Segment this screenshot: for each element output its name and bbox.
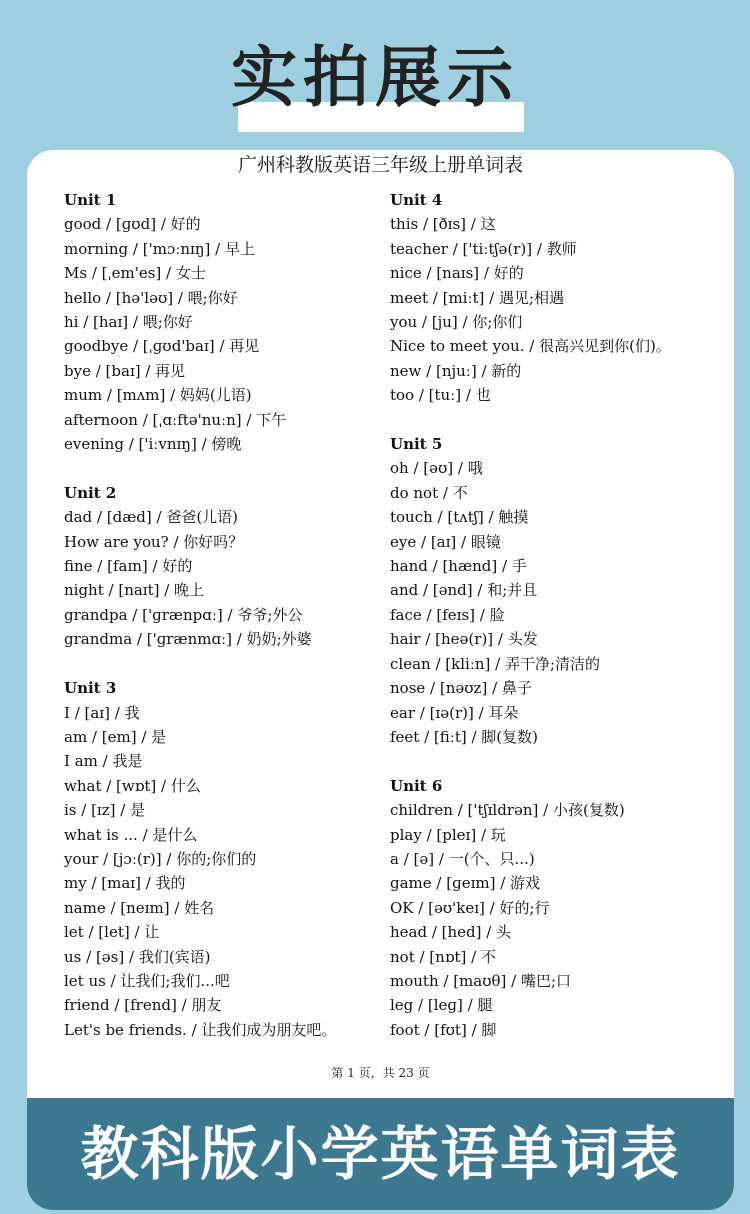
vocab-entry: grandma / ['ɡrænmɑː] / 奶奶;外婆 (64, 630, 312, 649)
document-card (27, 150, 734, 1210)
unit-section (390, 432, 730, 749)
unit-section (390, 774, 730, 1042)
vocab-entry: OK / [əʊ'keɪ] / 好的;行 (390, 898, 550, 917)
unit-title: Unit 6 (390, 776, 443, 795)
vocab-entry: new / [njuː] / 新的 (390, 361, 522, 380)
vocab-entry: a / [ə] / 一(个、只...) (390, 849, 535, 868)
unit-section (64, 188, 384, 456)
vocab-entry: us / [əs] / 我们(宾语) (64, 947, 211, 966)
vocab-entry: feet / [fiːt] / 脚(复数) (390, 727, 539, 746)
unit-title: Unit 1 (64, 191, 117, 209)
vocab-entry: nose / [nəʊz] / 鼻子 (390, 679, 532, 698)
vocab-entry: children / ['tʃɪldrən] / 小孩(复数) (390, 801, 625, 820)
vocab-entry: my / [maɪ] / 我的 (64, 874, 186, 893)
vocab-entry: ear / [ɪə(r)] / 耳朵 (390, 703, 519, 722)
vocab-entry: hair / [heə(r)] / 头发 (390, 630, 538, 649)
unit-title: Unit 3 (64, 679, 117, 698)
bottom-banner (27, 1098, 734, 1210)
vocab-entry: head / [hed] / 头 (390, 923, 512, 942)
vocab-entry: Nice to meet you. / 很高兴见到你(们)。 (390, 337, 671, 356)
vocab-entry: friend / [frend] / 朋友 (64, 996, 222, 1015)
vocab-entry: mum / [mʌm] / 妈妈(儿语) (64, 386, 252, 405)
vocab-entry: face / [feɪs] / 脸 (390, 605, 505, 624)
vocab-entry: play / [pleɪ] / 玩 (390, 825, 506, 844)
vocab-entry: touch / [tʌtʃ] / 触摸 (390, 508, 529, 527)
vocab-entry: name / [neɪm] / 姓名 (64, 898, 215, 917)
unit-title: Unit 4 (390, 191, 443, 209)
vocab-entry: mouth / [maʊθ] / 嘴巴;口 (390, 971, 572, 990)
unit-section (64, 676, 384, 1042)
vocab-entry: I / [aɪ] / 我 (64, 703, 140, 722)
vocab-entry: good / [ɡʊd] / 好的 (64, 215, 201, 234)
unit-section (64, 481, 384, 652)
vocab-entry: leg / [leɡ] / 腿 (390, 996, 493, 1015)
vocab-entry: oh / [əʊ] / 哦 (390, 459, 483, 478)
hero-title: 实拍展示 (231, 39, 519, 116)
right-column (390, 188, 730, 1067)
vocab-entry: hi / [haɪ] / 喂;你好 (64, 313, 193, 332)
vocab-entry: not / [nɒt] / 不 (390, 947, 496, 966)
vocab-entry: morning / ['mɔːnɪŋ] / 早上 (64, 239, 255, 258)
vocab-entry: let us / 让我们;我们...吧 (64, 971, 230, 990)
vocab-entry: How are you? / 你好吗？ (64, 532, 244, 551)
vocab-entry: foot / [fʊt] / 脚 (390, 1020, 497, 1039)
vocab-entry: let / [let] / 让 (64, 923, 160, 942)
vocab-entry: this / [ðɪs] / 这 (390, 215, 496, 234)
vocab-entry: teacher / ['tiːtʃə(r)] / 教师 (390, 239, 577, 258)
vocab-entry: your / [jɔː(r)] / 你的;你们的 (64, 849, 257, 868)
document-title: 广州科教版英语三年级上册单词表 (237, 154, 523, 176)
vocab-entry: and / [ənd] / 和;并且 (390, 581, 538, 600)
vocab-entry: hello / [hə'ləʊ] / 喂;你好 (64, 288, 238, 307)
vocab-entry: nice / [naɪs] / 好的 (390, 264, 524, 283)
vocab-entry: game / [ɡeɪm] / 游戏 (390, 874, 541, 893)
vocab-entry: I am / 我是 (64, 752, 143, 771)
page-indicator: 第 1 页，共 23 页 (331, 1066, 430, 1080)
vocab-entry: what is ... / 是什么 (64, 825, 198, 844)
unit-section (390, 188, 730, 408)
vocab-entry: dad / [dæd] / 爸爸(儿语) (64, 508, 239, 527)
vocab-entry: you / [ju] / 你;你们 (390, 313, 523, 332)
vocab-entry: night / [naɪt] / 晚上 (64, 581, 205, 600)
vocab-entry: grandpa / ['ɡrænpɑː] / 爷爷;外公 (64, 605, 303, 624)
vocab-entry: hand / [hænd] / 手 (390, 557, 527, 576)
vocab-entry: evening / ['iːvnɪŋ] / 傍晚 (64, 435, 242, 454)
left-column (64, 188, 384, 1067)
vocab-entry: fine / [faɪn] / 好的 (64, 557, 193, 576)
vocab-entry: is / [ɪz] / 是 (64, 801, 146, 820)
vocab-entry: eye / [aɪ] / 眼镜 (390, 532, 501, 551)
vocab-entry: clean / [kliːn] / 弄干净;清洁的 (390, 654, 601, 673)
vocab-entry: goodbye / [ˌɡʊd'baɪ] / 再见 (64, 337, 260, 356)
vocab-entry: do not / 不 (390, 483, 468, 502)
vocab-entry: afternoon / [ˌɑːftə'nuːn] / 下午 (64, 410, 287, 429)
banner-title: 教科版小学英语单词表 (80, 1120, 681, 1188)
unit-title: Unit 5 (390, 435, 443, 454)
vocab-entry: what / [wɒt] / 什么 (64, 776, 201, 795)
vocab-entry: Let's be friends. / 让我们成为朋友吧。 (64, 1020, 337, 1039)
hero-header (0, 30, 750, 126)
vocab-entry: am / [em] / 是 (64, 727, 167, 746)
unit-title: Unit 2 (64, 483, 117, 502)
vocab-entry: bye / [baɪ] / 再见 (64, 361, 186, 380)
vocab-entry: meet / [miːt] / 遇见;相遇 (390, 288, 565, 307)
vocab-entry: Ms / [ˌem'es] / 女士 (64, 264, 206, 283)
vocab-entry: too / [tuː] / 也 (390, 386, 491, 405)
